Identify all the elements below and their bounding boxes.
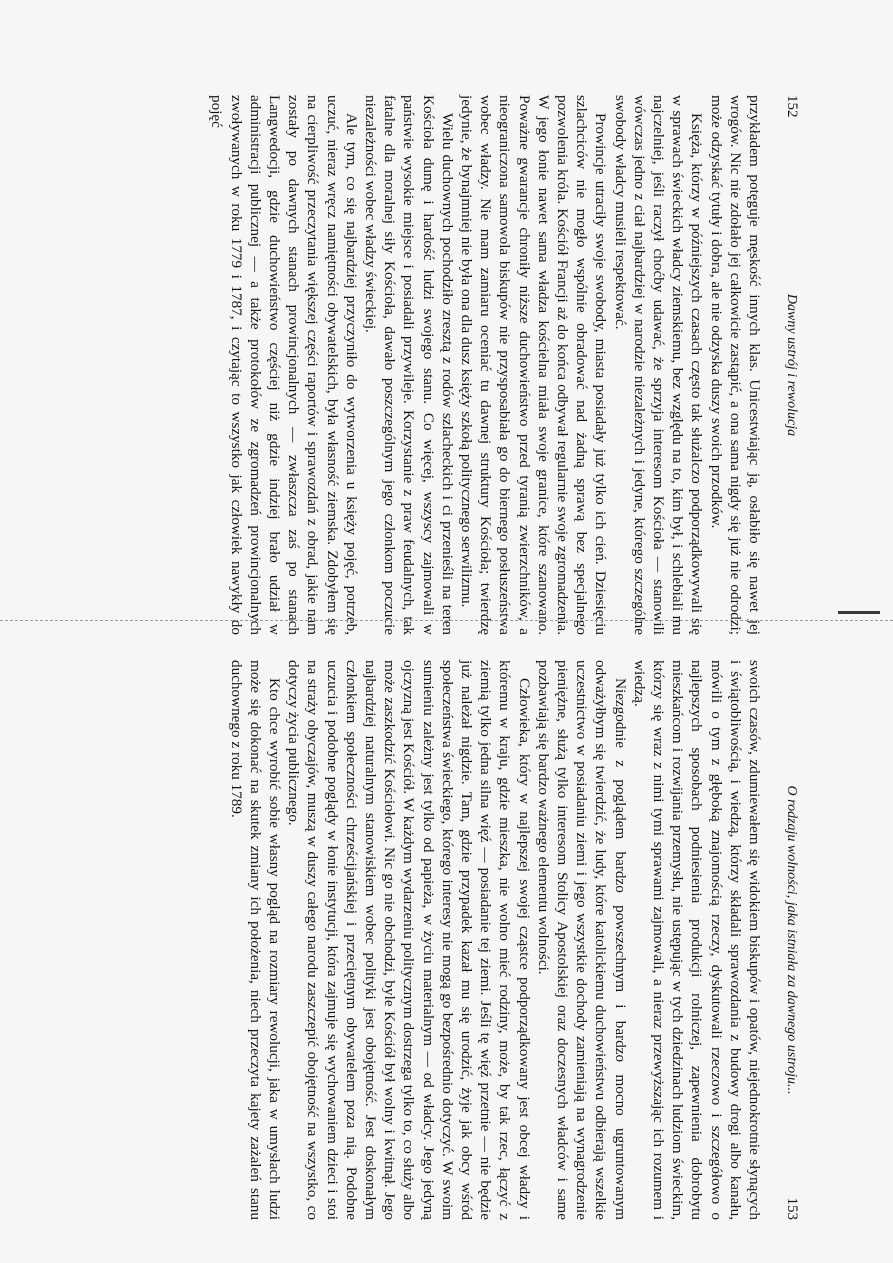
fold-mark	[838, 611, 880, 614]
paragraph: Niezgodnie z poglądem bardzo powszechnym i bardzo mocno ugruntowanym odważyłbym się twierdzić, że ludy, które katolickiemu duchowieństwu odbierają wszelkie uczestnictwo w posiadaniu ziemi i jego wszystkie dochody zamieniają na wynagrodzenie pieniężne, służą tylko interesom Stolicy Apostolskiej oraz doczesnych władców i same pozbawiają się bardzo ważnego elementu wolności.	[534, 660, 629, 1220]
paragraph: Kto chce wyrobić sobie własny pogląd na rozmiary rewolucji, jaka w umysłach ludzi może się dokonać na skutek zmiany ich położenia, niech przeczyta kajety zażaleń stanu duchownego z roku 1789.	[227, 660, 283, 1220]
page-number: 153	[784, 1197, 800, 1220]
left-page	[100, 95, 800, 635]
right-page	[100, 660, 800, 1220]
page-number: 152	[784, 95, 800, 118]
running-head: Dawny ustrój i rewolucja	[784, 293, 799, 437]
running-head: O rodzaju wolności, jaka istniała za dawnego ustroju...	[784, 785, 799, 1095]
paragraph: Wielu duchownych pochodziło zresztą z rodów szlacheckich i ci przenieśli na teren Kościoła dumę i hardość ludzi swojego stanu. Co więcej, wszyscy zajmowali w państwie wysokie miejsce i posiadali przywileje. Korzystanie z praw feudalnych, tak fatalne dla moralnej siły Kościoła, dawało poszczególnym jego członkom poczucie niezależności wobec władzy świeckiej.	[361, 95, 456, 635]
paragraph: Księża, którzy w późniejszych czasach często tak służalczo podporządkowywali się w sprawach świeckich władcy ziemskiemu, bez względu na to, kim był, i schlebiali mu najczelniej, jeśli raczył choćby udawać, że sprzyja interesom Kościoła — stanowili wówczas jedno z ciał najbardziej w narodzie niezależnych i jedyne, którego szczególne swobody władcy musieli respektować.	[611, 95, 706, 635]
body-text	[226, 660, 764, 1220]
paragraph: przykładem potęguje męskość innych klas. Unicestwiając ją, osłabiło się nawet jej wrogów. Nic nie zdołało jej całkowicie zastąpić, a ona sama nigdy się już nie odrodzi; może odzyskać tytuły i dobra, ale nie odzyska duszy swoich przodków.	[707, 95, 763, 635]
paragraph: Prowincje utraciły swoje swobody, miasta posiadały już tylko ich cień. Dziesięciu szlachciców nie mogło wspólnie obradować nad żadną sprawą bez specjalnego pozwolenia króla. Kościół Francji aż do końca odbywał regularnie swoje zgromadzenia. W jego łonie nawet sama władza kościelna miała swoje granice, które szanowano. Poważne gwarancje chroniły niższe duchowieństwo przed tyranią zwierzchników, a nieograniczona samowola biskupów nie przysposabiała go do biernego posłuszeństwa wobec władzy. Nie mam zamiaru oceniać tu dawnej struktury Kościoła; twierdzę jedynie, że bynajmniej nie była ona dla dusz księży szkołą politycznego serwilizmu.	[457, 95, 610, 635]
paragraph: Człowieka, który w najlepszej swojej cząstce podporządkowany jest obcej władzy i któremu w kraju, gdzie mieszka, nie wolno mieć rodziny, może, by tak rzec, łączyć z ziemią tylko jedna silna więź — posiadanie tej ziemi. Jeśli tę więź przetnie — nie będzie już należał nigdzie. Tam, gdzie przypadek kazał mu się urodzić, żyje jak obcy wśród społeczeństwa świeckiego, którego interesy nie mogą go bezpośrednio dotyczyć. W swoim sumieniu zależny jest tylko od papieża, w życiu materialnym — od władcy. Jego jedyną ojczyzną jest Kościół. W każdym wydarzeniu politycznym dostrzega tylko to, co służy albo może zaszkodzić Kościołowi. Nic go nie obchodzi, byle Kościół był wolny i kwitnął. Jego najbardziej naturalnym stanowiskiem wobec polityki jest obojętność. Jest doskonałym członkiem społeczności chrześcijańskiej i przeciętnym obywatelem poza nią. Podobne uczucia i podobne poglądy w łonie instytucji, która zajmuje się wychowaniem dzieci i stoi na straży obyczajów, muszą w duszy całego narodu zaszczepić obojętność na wszystko, co dotyczy życia publicznego.	[285, 660, 533, 1220]
page-header	[778, 660, 800, 1220]
paragraph: Ale tym, co się najbardziej przyczyniło do wytworzenia u księży pojęć, potrzeb, uczuć, nieraz wręcz namiętności obywatelskich, była własność ziemska. Zdobyłem się na cierpliwość przeczytania większej części raportów i sprawozdań z obrad, jakie nam zostały po dawnych stanach prowincjonalnych — zwłaszcza zaś po stanach Langwedocji, gdzie duchowieństwo częściej niż gdzie indziej brało udział w administracji publicznej — a także protokołów ze zgromadzeń prowincjonalnych zwoływanych w roku 1779 i 1787, i czytając to wszystko jak człowiek nawykły do pojęć	[208, 95, 360, 635]
paragraph: swoich czasów, zdumiewałem się widokiem biskupów i opatów, niejednokrotnie słynących i świątobliwością, i wiedzą, którzy składali sprawozdania z budowy drogi albo kanału, mówili o tym z głęboką znajomością rzeczy, dyskutowali rzeczowo i szczegółowo o najlepszych sposobach podniesienia produkcji rolniczej, zapewnienia dobrobytu mieszkańcom i rozwijania przemysłu, nie ustępując w tych dziedzinach ludziom świeckim, którzy się wraz z nimi tymi sprawami zajmowali, a nieraz przewyższając ich rozumem i wiedzą.	[630, 660, 763, 1220]
page-fold	[0, 620, 893, 622]
body-text	[207, 95, 764, 635]
page-header	[778, 95, 800, 635]
